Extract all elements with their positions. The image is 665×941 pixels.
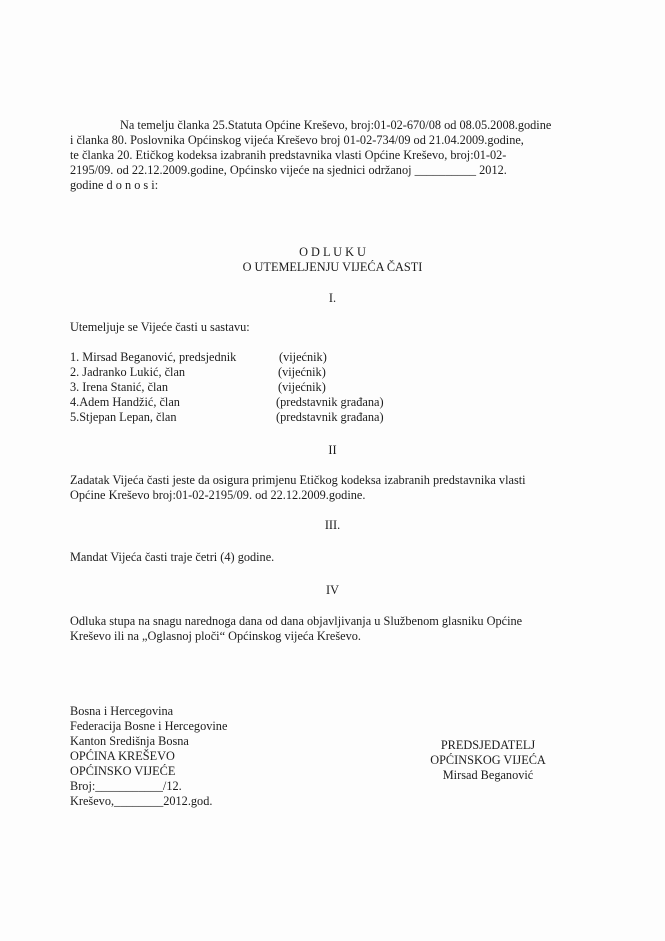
member-name: 3. Irena Stanić, član bbox=[70, 380, 168, 394]
member-role: (vijećnik) bbox=[279, 350, 327, 364]
issuer-line: OPĆINA KREŠEVO bbox=[70, 749, 175, 763]
member-role: (predstavnik građana) bbox=[276, 410, 384, 424]
section-heading-1: I. bbox=[328, 291, 337, 305]
member-role: (vijećnik) bbox=[278, 380, 326, 394]
signatory-name: Mirsad Beganović bbox=[442, 768, 534, 782]
preamble-line: 2195/09. od 22.12.2009.godine, Općinsko vijeće na sjednici održanoj __________ 2012. bbox=[70, 163, 507, 177]
reference-number: Broj:___________/12. bbox=[70, 779, 182, 793]
member-name: 1. Mirsad Beganović, predsjednik bbox=[70, 350, 237, 364]
signature-block bbox=[420, 738, 556, 783]
issuer-line: Bosna i Hercegovina bbox=[70, 704, 174, 718]
decision-subtitle: O UTEMELJENJU VIJEĆA ČASTI bbox=[242, 260, 423, 274]
decision-title: O D L U K U bbox=[299, 245, 366, 259]
member-name: 2. Jadranko Lukić, član bbox=[70, 365, 186, 379]
preamble-paragraph bbox=[70, 118, 595, 193]
issuer-block bbox=[70, 704, 227, 809]
section3-text: Mandat Vijeća časti traje četri (4) godine. bbox=[70, 550, 275, 564]
member-name: 4.Adem Handžić, član bbox=[70, 395, 180, 409]
section4-text: Kreševo ili na „Oglasnoj ploči“ Općinskog vijeća Kreševo. bbox=[70, 629, 361, 643]
section-heading-3: III. bbox=[324, 518, 341, 532]
signatory-title: OPĆINSKOG VIJEĆA bbox=[430, 753, 546, 767]
preamble-line: te članka 20. Etičkog kodeksa izabranih predstavnika vlasti Općine Kreševo, broj:01-02- bbox=[70, 148, 507, 162]
place-date: Kreševo,________2012.god. bbox=[70, 794, 213, 808]
member-name: 5.Stjepan Lepan, član bbox=[70, 410, 177, 424]
member-role: (vijećnik) bbox=[278, 365, 326, 379]
preamble-line: i članka 80. Poslovnika Općinskog vijeća Kreševo broj 01-02-734/09 od 21.04.2009.godine, bbox=[70, 133, 524, 147]
section4-text: Odluka stupa na snagu narednoga dana od dana objavljivanja u Službenom glasniku Općine bbox=[70, 614, 523, 628]
section1-intro: Utemeljuje se Vijeće časti u sastavu: bbox=[70, 320, 250, 334]
preamble-line: Na temelju članka 25.Statuta Općine Kreševo, broj:01-02-670/08 od 08.05.2008.godine bbox=[120, 118, 552, 132]
section-heading-4: IV bbox=[326, 583, 339, 597]
member-role: (predstavnik građana) bbox=[276, 395, 384, 409]
signatory-title: PREDSJEDATELJ bbox=[440, 738, 536, 752]
section-heading-2: II bbox=[328, 443, 337, 457]
issuer-line: Kanton Središnja Bosna bbox=[70, 734, 189, 748]
issuer-line: Federacija Bosne i Hercegovine bbox=[70, 719, 228, 733]
preamble-line: godine d o n o s i: bbox=[70, 178, 159, 192]
issuer-line: OPĆINSKO VIJEĆE bbox=[70, 764, 176, 778]
section2-text: Općine Kreševo broj:01-02-2195/09. od 22.12.2009.godine. bbox=[70, 488, 366, 502]
section2-text: Zadatak Vijeća časti jeste da osigura primjenu Etičkog kodeksa izabranih predstavnika vlasti bbox=[70, 473, 526, 487]
